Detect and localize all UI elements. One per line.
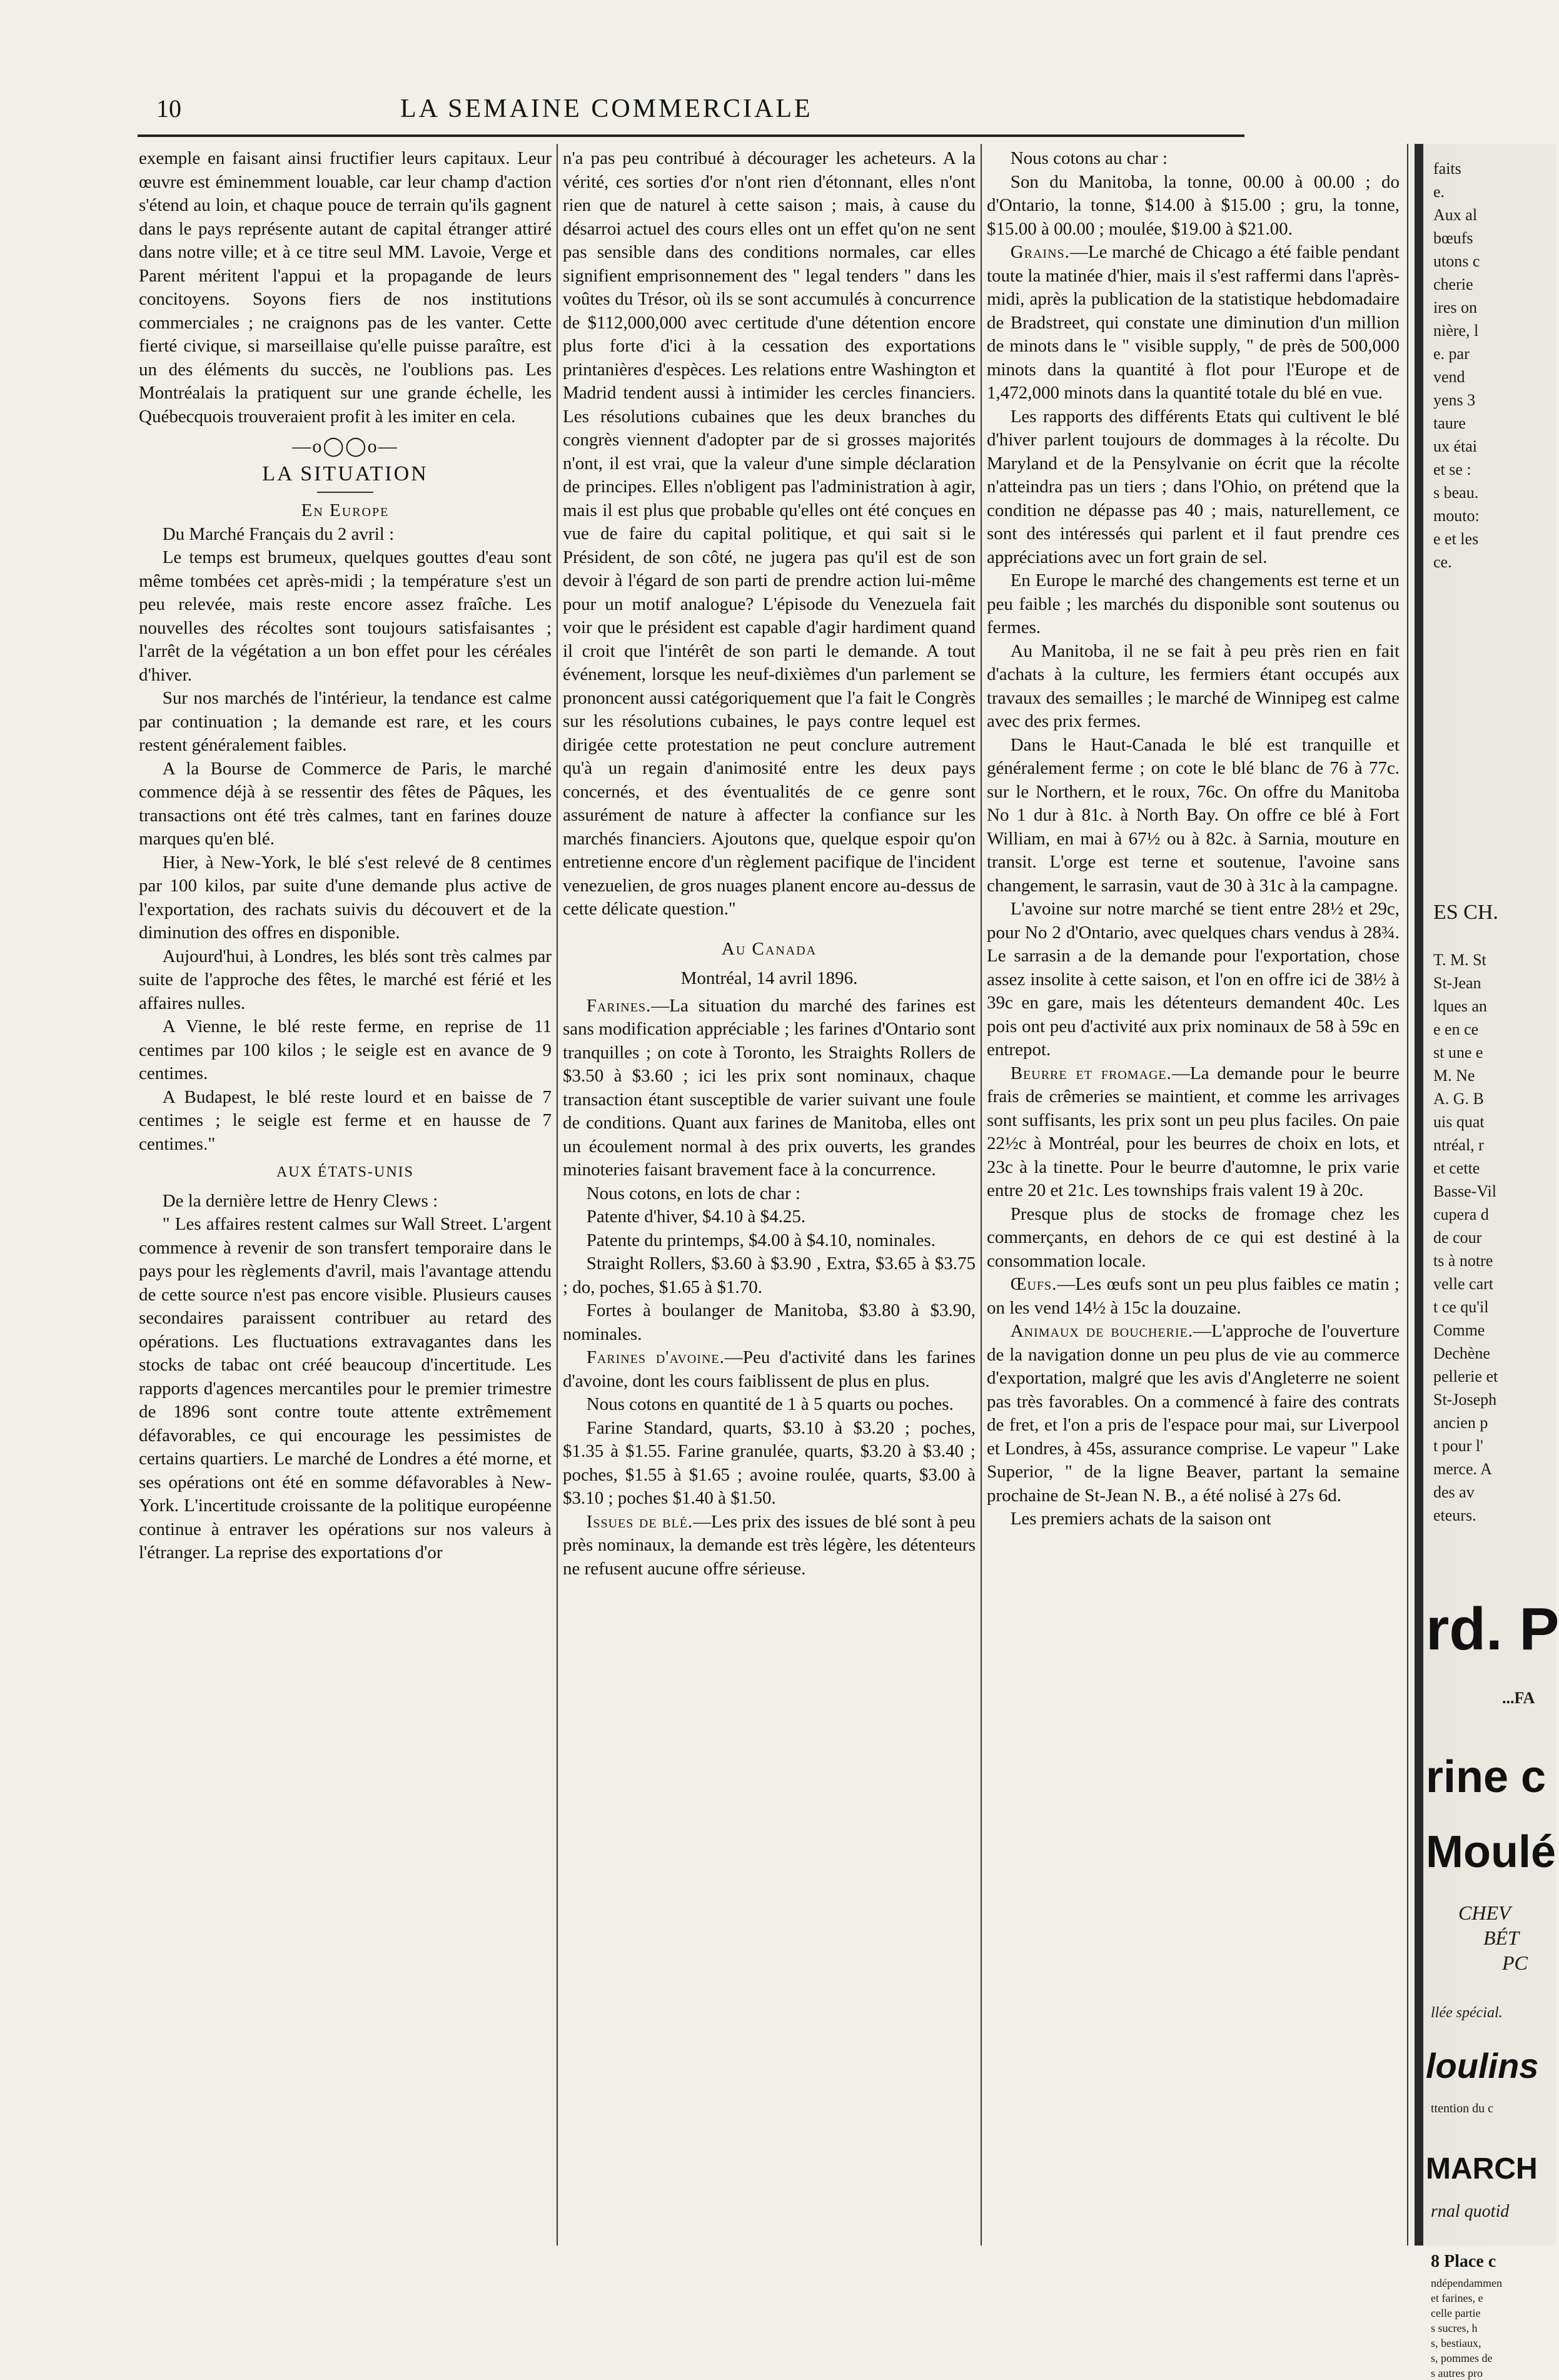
paragraph: Dans le Haut-Canada le blé est tranquille et généralement ferme ; on cote le blé blanc de 76 à 77c. sur le Northern, et le roux, 76c. On offre du Manitoba No 1 dur à 81c. à North Bay. On offre ce blé à Fort William, en mai à 67½ ou à 82c. à Sarnia, mouture en transit. L'orge est terne et soutenue, l'avoine sans changement, le sarrasin, vaut de 30 à 31c à la campagne. <box>987 734 1400 896</box>
edge-text-line: utons c <box>1433 252 1480 270</box>
ad-text: ...FA <box>1502 1689 1535 1707</box>
paragraph-text: —L'approche de l'ouverture de la navigation donne un peu plus de vie au commerce d'exportation, malgré que les avis d'Angleterre ne soient pas très favorables. On a commencé à faire des contrats de fret, et l'on a pris de l'espace pour mai, sur Liverpool et Londres, à 45s, assurance comprise. Le vapeur " Lake Superior, " de la ligne Beaver, partant la semaine prochaine de St-Jean N. B., a été nolisé à 27s 6d. <box>987 1321 1400 1506</box>
paragraph: Patente d'hiver, $4.10 à $4.25. <box>586 1207 806 1227</box>
edge-text-line: s beau. <box>1433 484 1479 502</box>
edge-text-line: mouto: <box>1433 507 1480 525</box>
edge-text-line: et se : <box>1433 460 1471 479</box>
edge-text-line: velle cart <box>1433 1275 1493 1293</box>
edge-text-line: des av <box>1433 1483 1475 1501</box>
paragraph: n'a pas peu contribué à décourager les acheteurs. A la vérité, ces sorties d'or n'ont rien d'étonnant, elles n'ont rien que de naturel à cette saison ; mais, à cause du désarroi actuel des cours elles ont un effet qu'on ne sent pas sensible dans des conditions normales, car elles signifient emprisonnement des " legal tenders " dans les voûtes du Trésor, où ils se sont accumulés à concurrence de $112,000,000 avec certitude d'une détention encore plus forte d'ici à la cessation des exportations printanières d'espèces. Les relations entre Washington et Madrid tendent aussi à intimider les cercles financiers. Les résolutions cubaines que les deux branches du congrès viennent d'adopter par de si grosses majorités n'ont, il est vrai, que la valeur d'une simple déclaration de principes. Elles n'obligent pas l'administration à agir, mais il est plus que probable qu'elles ont été conçues en vue de faire du capital politique, et qui sait si le Président, de son côté, ne jugera pas qu'il est de son devoir à l'égard de son parti de prendre action lui-même pour un motif analogue? L'épisode du Venezuela fait voir que le président est capable d'agir hardiment quand il croit que l'intérêt de son parti le demande. A tout événement, lorsque les neuf-dixièmes d'un parlement se prononcent aussi catégoriquement que l'a fait le Congrès sur les résolutions cubaines, le pays contre lequel est dirigée cette protestation ne peut conclure autrement qu'à un regain d'animosité entre les deux pays concernés, et des éventualités de ce genre sont assurément de nature à affecter la confiance sur les marchés financiers. Ajoutons que, quelque espoir qu'on entretienne encore d'un règlement pacifique de l'incident venezuelien, de gros nuages planent encore au-dessus de cette délicate question." <box>563 148 976 919</box>
edge-text-line: s, bestiaux, <box>1431 2337 1481 2349</box>
run-in-heading: Animaux de boucherie. <box>1010 1321 1194 1341</box>
paragraph: L'avoine sur notre marché se tient entre 28½ et 29c, pour No 2 d'Ontario, avec quelques chars vendus à 28¾. Le sarrasin a de la demande pour l'exportation, chose assez insolite à cette saison, et l'on en offre ici de 38½ à 39c en gare, mais les détenteurs demandent 40c. Les pois ont peu d'activité aux prix nominaux de 58 à 59c en entrepot. <box>987 899 1400 1060</box>
header-rule <box>138 134 1244 137</box>
column-1 <box>139 147 552 2236</box>
subsection-heading: Au Canada <box>721 938 817 959</box>
ad-text: ttention du c <box>1431 2102 1493 2115</box>
edge-text-line: ts à notre <box>1433 1252 1493 1270</box>
edge-text-line: ntréal, r <box>1433 1136 1484 1154</box>
edge-text-line: e en ce <box>1433 1020 1479 1038</box>
paragraph-text: —La demande pour le beurre frais de crêmeries se maintient, et comme les arrivages sont suffisants, les prix sont un peu plus faciles. On paie 22½c à Montréal, pour les beurres de choix en lots, et 23c à la tinette. Pour le beurre d'automne, le prix varie entre 20 et 21c. Les townships frais valent 19 à 20c. <box>987 1063 1400 1200</box>
edge-text-line: de cour <box>1433 1228 1482 1247</box>
column-divider <box>1407 144 1408 2246</box>
paragraph <box>987 1320 1400 1507</box>
edge-text-line: A. G. B <box>1433 1090 1484 1108</box>
edge-heading: ES CH. <box>1433 901 1498 924</box>
subsection-heading: En Europe <box>301 500 390 520</box>
edge-text-line: bœufs <box>1433 229 1473 247</box>
edge-text-line: Dechène <box>1433 1344 1490 1362</box>
ad-text: rnal quotid <box>1431 2202 1510 2221</box>
column-2 <box>563 147 976 2236</box>
ad-text: 8 Place c <box>1431 2252 1496 2271</box>
edge-text-line: lques an <box>1433 997 1487 1015</box>
edge-text-line: cupera d <box>1433 1205 1489 1223</box>
dateline: Montréal, 14 avril 1896. <box>680 968 858 988</box>
short-rule <box>317 492 373 493</box>
paragraph: A Vienne, le blé reste ferme, en reprise de 11 centimes par 100 kilos ; le seigle est en avance de 9 centimes. <box>139 1016 552 1083</box>
edge-text-line: celle partie <box>1431 2307 1481 2319</box>
run-in-heading: Beurre et fromage. <box>1010 1063 1172 1083</box>
paragraph: Sur nos marchés de l'intérieur, la tendance est calme par continuation ; la demande est rare, et les cours restent généralement faibles. <box>139 688 552 755</box>
ad-text: llée spécial. <box>1431 2005 1503 2021</box>
paragraph <box>987 1273 1400 1320</box>
paragraph: Nous cotons en quantité de 1 à 5 quarts ou poches. <box>586 1394 954 1414</box>
edge-text-line: St-Jean <box>1433 974 1481 992</box>
edge-text-line: uis quat <box>1433 1113 1485 1131</box>
edge-text-line: s autres pro <box>1431 2367 1483 2379</box>
run-in-heading: Grains. <box>1010 242 1070 262</box>
paragraph: Les premiers achats de la saison ont <box>1010 1509 1271 1529</box>
edge-text-line: M. Ne <box>1433 1066 1475 1085</box>
edge-text-line: t pour l' <box>1433 1437 1483 1455</box>
edge-text-line: e. par <box>1433 345 1470 363</box>
edge-text-line: vend <box>1433 368 1465 386</box>
adjacent-page-edge <box>1415 144 1559 2379</box>
edge-text-line: faits <box>1433 160 1461 178</box>
run-in-heading: Œufs. <box>1010 1274 1057 1294</box>
edge-text-line: cherie <box>1433 275 1473 293</box>
paragraph: Nous cotons, en lots de char : <box>586 1183 800 1203</box>
run-in-heading: Farines d'avoine. <box>586 1347 725 1367</box>
edge-text-line: St-Joseph <box>1433 1390 1497 1409</box>
ornament-divider: —o◯◯o— <box>292 436 398 457</box>
edge-text-line: yens 3 <box>1433 391 1476 409</box>
run-in-heading: Farines. <box>586 995 652 1016</box>
edge-text-line: ndépendammen <box>1431 2277 1502 2289</box>
paragraph: " Les affaires restent calmes sur Wall Street. L'argent commence à revenir de son transfert temporaire dans le pays pour les règlements d'avril, mais l'avantage attendu de cette source n'est pas encore visible. Plusieurs causes secondaires paraissent contribuer au retard des opérations. Les fluctuations extravagantes dans les stocks de tabac ont créé beaucoup d'incertitude. Les rapports d'agences mercantiles pour le premier trimestre de 1896 sont contre toute attente extrêmement défavorables, ce qui encourage les pessimistes de certains quartiers. Le marché de Londres a été morne, et ses opérations ont été en somme défavorables à New-York. L'incertitude croissante de la politique européenne continue à entraver les opérations sur nos valeurs à l'étranger. La reprise des exportations d'or <box>139 1214 552 1562</box>
edge-text-line: Comme <box>1433 1321 1485 1339</box>
edge-text-line: merce. A <box>1433 1460 1492 1478</box>
paragraph: Les rapports des différents Etats qui cultivent le blé d'hiver parlent toujours de dommages à la récolte. Du Maryland et de la Pensylvanie on écrit que la récolte n'atteindra pas un tiers ; dans l'Ohio, on prétend que la condition ne dépasse pas 40 ; mais, naturellement, ce sont des intéressés qui parlent et il faut prendre ces appréciations avec un fort grain de sel. <box>987 406 1400 567</box>
edge-text-line: ires on <box>1433 298 1478 316</box>
column-divider <box>981 144 982 2246</box>
paragraph: A la Bourse de Commerce de Paris, le marché commence déjà à se ressentir des fêtes de Pâques, les transactions ont été très calmes, tant en farines douze marques qu'en blé. <box>139 758 552 849</box>
edge-text-line: e. <box>1433 183 1445 201</box>
paragraph: Nous cotons au char : <box>1010 148 1168 168</box>
paragraph: A Budapest, le blé reste lourd et en baisse de 7 centimes ; le seigle est ferme et en hausse de 7 centimes." <box>139 1086 552 1154</box>
paragraph: Le temps est brumeux, quelques gouttes d'eau sont même tombées cet après-midi ; la température s'est un peu relevée, mais reste encore assez fraîche. Les nouvelles des récoltes sont toujours satisfaisantes ; l'arrêt de la végétation a un bon effet pour les céréales d'hiver. <box>139 547 552 685</box>
paragraph-text: —Les œufs sont un peu plus faibles ce matin ; on les vend 14½ à 15c la douzaine. <box>987 1274 1400 1318</box>
ad-heading: Moulé <box>1426 1827 1556 1877</box>
paragraph <box>563 995 976 1182</box>
paragraph: En Europe le marché des changements est terne et un peu faible ; les marchés du disponible sont soutenus ou fermes. <box>987 570 1400 637</box>
ad-text: BÉT <box>1483 1927 1519 1949</box>
edge-text-line: ce. <box>1433 553 1452 571</box>
edge-text-line: t ce qu'il <box>1433 1298 1489 1316</box>
paragraph <box>563 1511 976 1581</box>
ad-heading: MARCH <box>1426 2152 1538 2185</box>
page-number: 10 <box>156 94 181 123</box>
edge-text-line: pellerie et <box>1433 1367 1498 1385</box>
paragraph-text: —Le marché de Chicago a été faible pendant toute la matinée d'hier, mais il s'est raffermi dans l'après-midi, après la publication de la statistique hebdomadaire de Bradstreet, qui constate une diminution d'un million de minots dans le " visible supply, " de près de 500,000 minots dans la quantité à flot pour l'Europe et de 1,472,000 minots dans la quantité totale du blé en vue. <box>987 242 1400 403</box>
edge-text-line: et farines, e <box>1431 2292 1483 2304</box>
source-line: Du Marché Français du 2 avril : <box>162 524 395 544</box>
edge-text-line: s, pommes de <box>1431 2352 1493 2364</box>
ad-heading: rine c <box>1426 1752 1546 1802</box>
paragraph <box>987 241 1400 405</box>
paragraph: Son du Manitoba, la tonne, 00.00 à 00.00 ; do d'Ontario, la tonne, $14.00 à $15.00 ; gru, la tonne, $15.00 à 00.00 ; moulée, $19.00 à $21.00. <box>987 171 1400 239</box>
edge-text-line: s sucres, h <box>1431 2322 1478 2334</box>
subsection-heading: AUX ÉTATS-UNIS <box>276 1164 415 1180</box>
column-divider <box>557 144 558 2246</box>
edge-text-line: eteurs. <box>1433 1506 1476 1524</box>
paragraph: Aujourd'hui, à Londres, les blés sont très calmes par suite de l'approche des fêtes, le marché est férié et les affaires nulles. <box>139 946 552 1013</box>
paragraph-text: —Les prix des issues de blé sont à peu près nominaux, la demande est très légère, les détenteurs ne refusent aucune offre sérieuse. <box>563 1511 976 1579</box>
edge-text-line: nière, l <box>1433 322 1479 340</box>
paragraph: Patente du printemps, $4.00 à $4.10, nominales. <box>586 1230 936 1250</box>
edge-text-line: ancien p <box>1433 1414 1488 1432</box>
paragraph-text: —Peu d'activité dans les farines d'avoine, dont les cours faiblissent de plus en plus. <box>563 1347 976 1391</box>
ad-heading: loulins <box>1426 2046 1539 2085</box>
paragraph <box>563 1346 976 1393</box>
page-header <box>156 94 1219 131</box>
ad-text: PC <box>1502 1952 1528 1974</box>
paragraph: Fortes à boulanger de Manitoba, $3.80 à $3.90, nominales. <box>563 1300 976 1344</box>
edge-text-line: et cette <box>1433 1159 1480 1177</box>
paragraph-text: —La situation du marché des farines est sans modification appréciable ; les farines d'Ontario sont tranquilles ; on cote à Toronto, les Straights Rollers de $3.50 à $3.60 ; ici les prix sont nominaux, chaque transaction étant susceptible de varier suivant une foule de conditions. Quant aux farines de Manitoba, elles ont un écoulement normal à des prix ouverts, les grandes minoteries faisant bravement face à la concurrence. <box>563 995 976 1180</box>
paragraph: Straight Rollers, $3.60 à $3.90 , Extra, $3.65 à $3.75 ; do, poches, $1.65 à $1.70. <box>563 1253 976 1297</box>
journal-title: LA SEMAINE COMMERCIALE <box>400 94 813 123</box>
edge-text-line: taure <box>1433 414 1466 432</box>
paragraph: Hier, à New-York, le blé s'est relevé de 8 centimes par 100 kilos, par suite d'une demande plus active de l'exportation, des rachats suivis du découvert et de la diminution des offres en disponible. <box>139 852 552 943</box>
edge-text-line: T. M. St <box>1433 951 1486 969</box>
paragraph: exemple en faisant ainsi fructifier leurs capitaux. Leur œuvre est éminemment louable, car leur champ d'action s'étend au loin, et chaque pouce de terrain qu'ils gagnent dans le pays représente autant de capital étranger attiré dans notre ville; et à ce titre seul MM. Lavoie, Verge et Parent méritent l'appui et la propagande de leurs concitoyens. Soyons fiers de nos institutions commerciales ; ne craignons pas de les vanter. Cette fierté civique, si marseillaise qu'elle puisse paraître, est un des éléments du succès, ne l'oublions pas. Les Montréalais la pratiquent sur une grande échelle, les Québecquois trouveraient profit à les imiter en cela. <box>139 148 552 427</box>
edge-text-line: Aux al <box>1433 206 1478 224</box>
edge-text-line: e et les <box>1433 530 1479 548</box>
ad-heading: rd. P <box>1426 1596 1559 1663</box>
paragraph: Presque plus de stocks de fromage chez les commerçants, en dehors de ce qui est destiné à la consommation locale. <box>987 1203 1400 1271</box>
ad-text: CHEV <box>1458 1901 1511 1924</box>
column-3 <box>987 147 1400 2236</box>
paragraph: Au Manitoba, il ne se fait à peu près rien en fait d'achats à la culture, les fermiers étant occupés aux travaux des semailles ; le marché de Winnipeg est calme avec des prix fermes. <box>987 641 1400 731</box>
edge-text-line: Basse-Vil <box>1433 1182 1496 1200</box>
paragraph <box>987 1062 1400 1203</box>
paragraph: Farine Standard, quarts, $3.10 à $3.20 ; poches, $1.35 à $1.55. Farine granulée, quarts, $3.20 à $3.40 ; poches, $1.55 à $1.65 ; avoine roulée, quarts, $3.00 à $3.10 ; poches $1.40 à $1.50. <box>563 1417 976 1508</box>
edge-text-line: ux étai <box>1433 437 1478 455</box>
edge-text-line: st une e <box>1433 1043 1483 1061</box>
section-title: LA SITUATION <box>262 462 428 485</box>
run-in-heading: Issues de blé. <box>586 1511 694 1532</box>
paragraph: De la dernière lettre de Henry Clews : <box>162 1190 438 1211</box>
